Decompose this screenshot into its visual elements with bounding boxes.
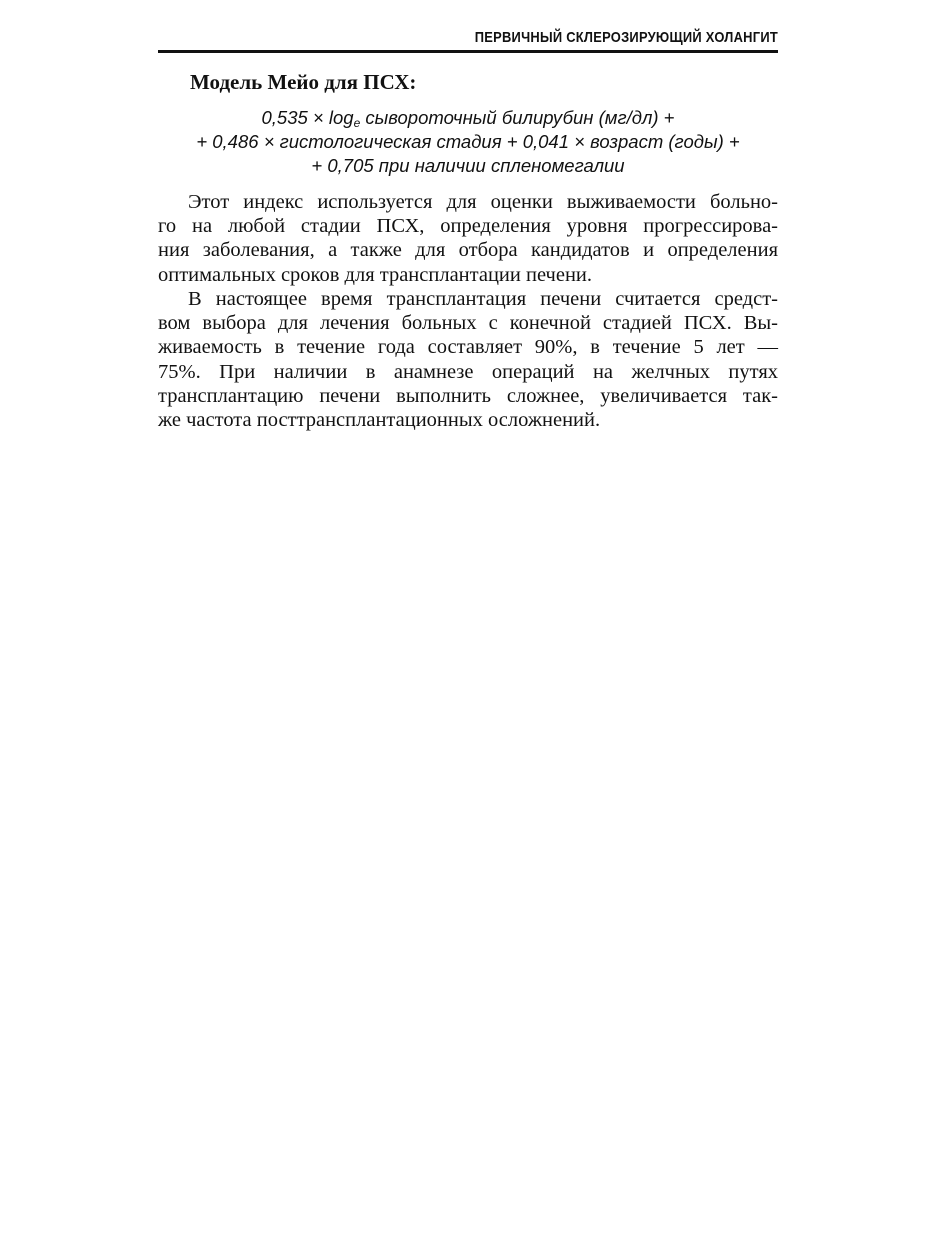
section-title: Модель Мейо для ПСХ: (190, 70, 417, 94)
formula-line-1 (158, 107, 778, 130)
paragraph-transplantation (158, 287, 778, 432)
paragraph-line: В настоящее время трансплантация печени считается средст- (188, 288, 778, 310)
formula-line-2: + 0,486 × гистологическая стадия + 0,041 × возраст (годы) + (196, 131, 740, 152)
paragraph-line: оптимальных сроков для трансплантации печени. (158, 263, 593, 286)
formula-line-1-prefix: 0,535 × log (261, 107, 354, 128)
paragraph-line: вом выбора для лечения больных с конечной стадией ПСХ. Вы- (158, 312, 778, 335)
header-rule (158, 50, 778, 53)
paragraph-line: же частота посттрансплантационных осложнений. (158, 409, 601, 432)
formula-line-3: + 0,705 при наличии спленомегалии (311, 155, 625, 176)
running-head: ПЕРВИЧНЫЙ СКЛЕРОЗИРУЮЩИЙ ХОЛАНГИТ (474, 29, 778, 46)
paragraph-line: живаемость в течение года составляет 90%, в течение 5 лет — (158, 336, 778, 359)
paragraph-line: ния заболевания, а также для отбора кандидатов и определения (158, 239, 778, 262)
paragraph-index-usage (158, 190, 778, 287)
formula-line-1-suffix: сывороточный билирубин (мг/дл) + (360, 107, 675, 128)
paragraph-line: го на любой стадии ПСХ, определения уровня прогрессирова- (158, 215, 778, 238)
paragraph-line: 75%. При наличии в анамнезе операций на желчных путях (158, 360, 778, 383)
paragraph-line: трансплантацию печени выполнить сложнее, увеличивается так- (158, 384, 778, 407)
paragraph-line: Этот индекс используется для оценки выживаемости больно- (188, 191, 778, 213)
formula-log-base: e (353, 116, 361, 130)
